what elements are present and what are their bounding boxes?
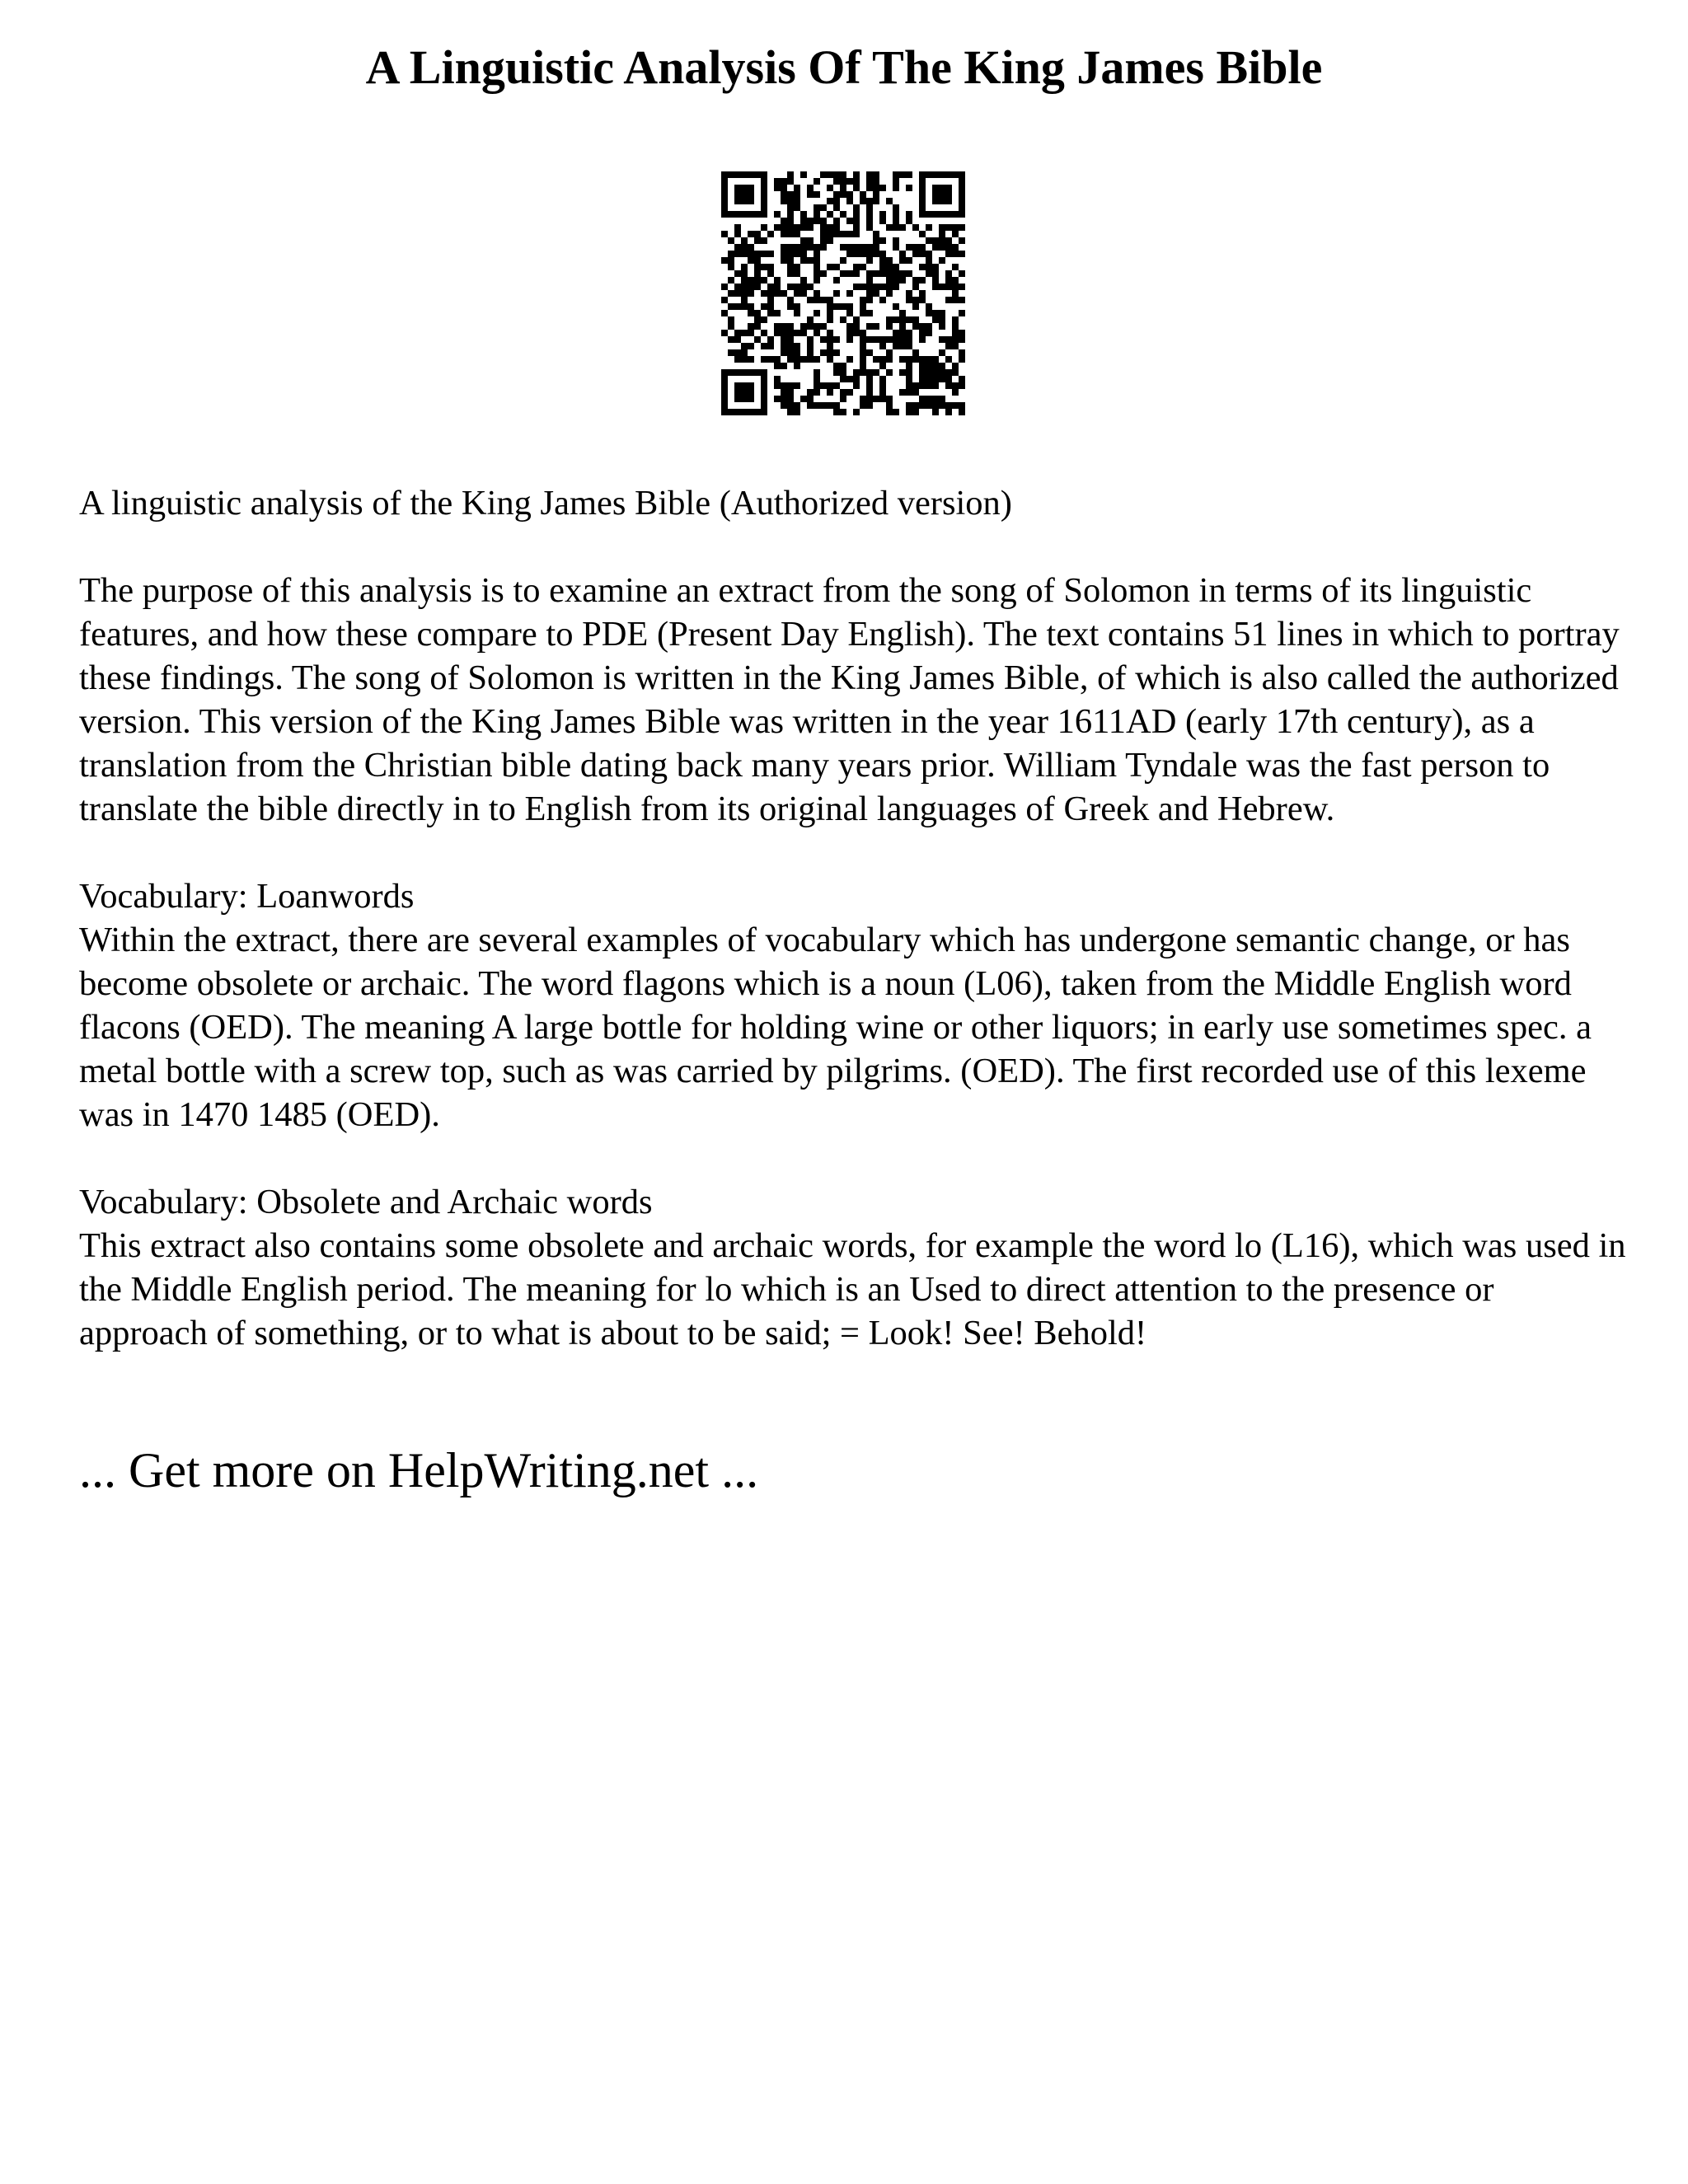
get-more-link[interactable]: ... Get more on HelpWriting.net ... (79, 1443, 759, 1497)
paragraph-gap (79, 831, 1629, 874)
qr-code-graphic (721, 171, 965, 415)
qr-code-icon[interactable] (721, 171, 965, 415)
paragraph-gap (79, 1137, 1629, 1180)
paragraph-gap (79, 525, 1629, 569)
document-body (79, 481, 1629, 1355)
section-body-loanwords: Within the extract, there are several examples of vocabulary which has undergone semantic change, or has become obsolete or archaic. The word flagons which is a noun (L06), taken from the Middle English word flacons (OED). The meaning A large bottle for holding wine or other liquors; in early use sometimes spec. a metal bottle with a screw top, such as was carried by pilgrims. (OED). The first recorded use of this lexeme was in 1470 1485 (OED). (79, 921, 1592, 1134)
page-title: A Linguistic Analysis Of The King James Bible (365, 40, 1323, 94)
intro-paragraph: The purpose of this analysis is to examine an extract from the song of Solomon in terms of its linguistic features, and how these compare to PDE (Present Day English). The text contains 51 lines in which to portray these findings. The song of Solomon is written in the King James Bible, of which is also called the authorized version. This version of the King James Bible was written in the year 1611AD (early 17th century), as a translation from the Christian bible dating back many years prior. William Tyndale was the fast person to translate the bible directly in to English from its original languages of Greek and Hebrew. (79, 571, 1620, 828)
document-subtitle: A linguistic analysis of the King James Bible (Authorized version) (79, 484, 1012, 523)
section-body-archaic: This extract also contains some obsolete and archaic words, for example the word lo (L16), which was used in the Middle English period. The meaning for lo which is an Used to direct attention to the presence or approach of something, or to what is about to be said; = Look! See! Behold! (79, 1226, 1626, 1352)
section-heading-loanwords: Vocabulary: Loanwords (79, 877, 415, 916)
section-heading-archaic: Vocabulary: Obsolete and Archaic words (79, 1183, 653, 1221)
